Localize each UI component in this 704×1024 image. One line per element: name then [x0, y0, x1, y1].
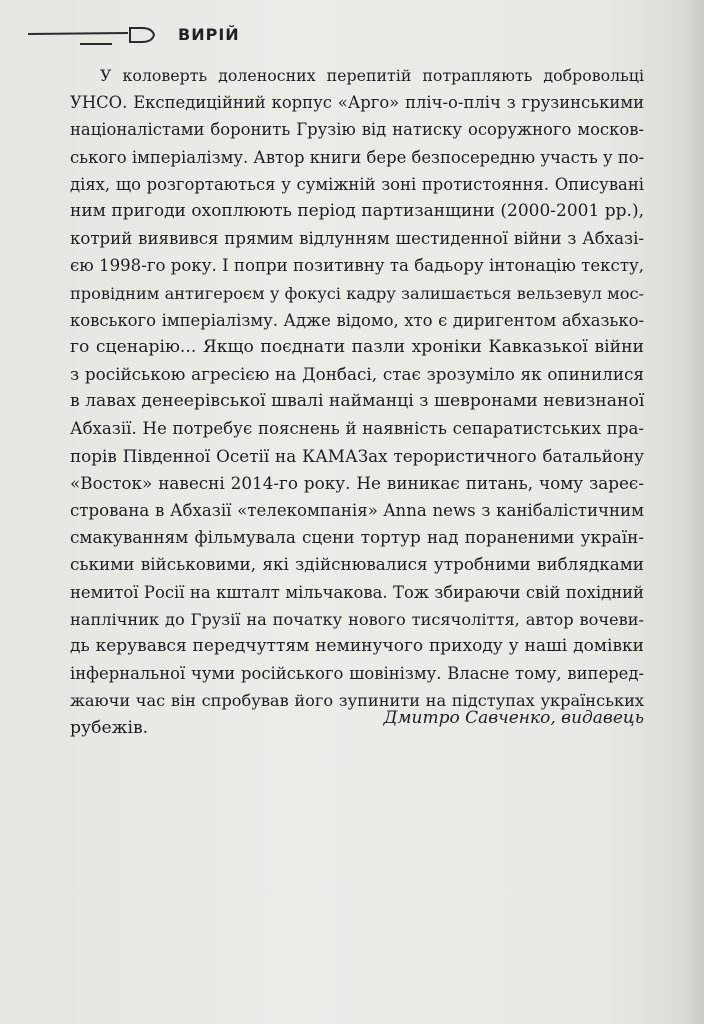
text-line: націоналістами боронить Грузію від натиску осоружного москов-	[70, 120, 644, 140]
text-line: жаючи час він спробував його зупинити на підступах українських	[70, 691, 644, 711]
text-line: смакуванням фільмувала сцени тортур над пораненими україн-	[70, 527, 644, 548]
signature-name: Дмитро Савченко	[383, 708, 551, 728]
text-line: дь керувався передчуттям неминучого приходу у наші домівки	[70, 635, 644, 656]
text-line: ськими військовими, які здійснювалися утробними виблядками	[70, 554, 644, 575]
running-header	[28, 22, 328, 52]
text-line: в лавах денеерівської швалі найманці з шевронами невизнаної	[70, 391, 645, 412]
text-line: немитої Росії на кшталт мільчакова. Тож збираючи свій похідний	[70, 582, 644, 602]
text-line: го сценарію... Якщо поєднати пазли хроніки Кавказької війни	[70, 336, 644, 357]
text-line: «Восток» навесні 2014-го року. Не виникає питань, чому зареє-	[70, 472, 644, 493]
text-line: котрий виявився прямим відлунням шестиденної війни з Абхазі-	[70, 229, 644, 249]
series-title: ВИРІЙ	[178, 25, 240, 44]
text-line: УНСО. Експедиційний корпус «Арго» пліч-о-пліч з грузинськими	[70, 93, 644, 113]
signature-separator: ,	[550, 708, 562, 728]
text-line: інфернальної чуми російського шовінізму. Власне тому, виперед-	[70, 664, 644, 684]
text-line: з російською агресією на Донбасі, стає зрозуміло як опинилися	[70, 364, 644, 385]
text-line: стрована в Абхазії «телекомпанія» Anna news з канібалістичним	[70, 501, 644, 520]
text-line: провідним антигероєм у фокусі кадру залишається вельзевул мос-	[70, 283, 644, 303]
text-line: ним пригоди охоплюють період партизанщини (2000-2001 рр.),	[70, 200, 644, 221]
text-line: ського імперіалізму. Автор книги бере безпосередню участь у по-	[70, 147, 645, 167]
text-line: єю 1998-го року. І попри позитивну та бадьору інтонацію тексту,	[70, 256, 645, 276]
text-line: наплічник до Грузії на початку нового тисячоліття, автор вочеви-	[70, 609, 644, 629]
text-line: порів Південної Осетії на КАМАЗах терористичного батальйону	[70, 445, 644, 466]
body-text	[70, 62, 644, 742]
text-line: рубежів.	[70, 717, 149, 738]
signature-role: видавець	[561, 708, 644, 728]
text-line: У коловерть доленосних перепитій потрапляють добровольці	[100, 66, 644, 85]
text-line: діях, що розгортаються у суміжній зоні протистояння. Описувані	[70, 174, 644, 194]
text-line: ковського імперіалізму. Адже відомо, хто є диригентом абхазько-	[70, 310, 644, 330]
signature	[384, 708, 644, 728]
header-ornament-icon	[28, 22, 178, 52]
text-line: Абхазії. Не потребує пояснень й наявність сепаратистських пра-	[70, 419, 644, 439]
